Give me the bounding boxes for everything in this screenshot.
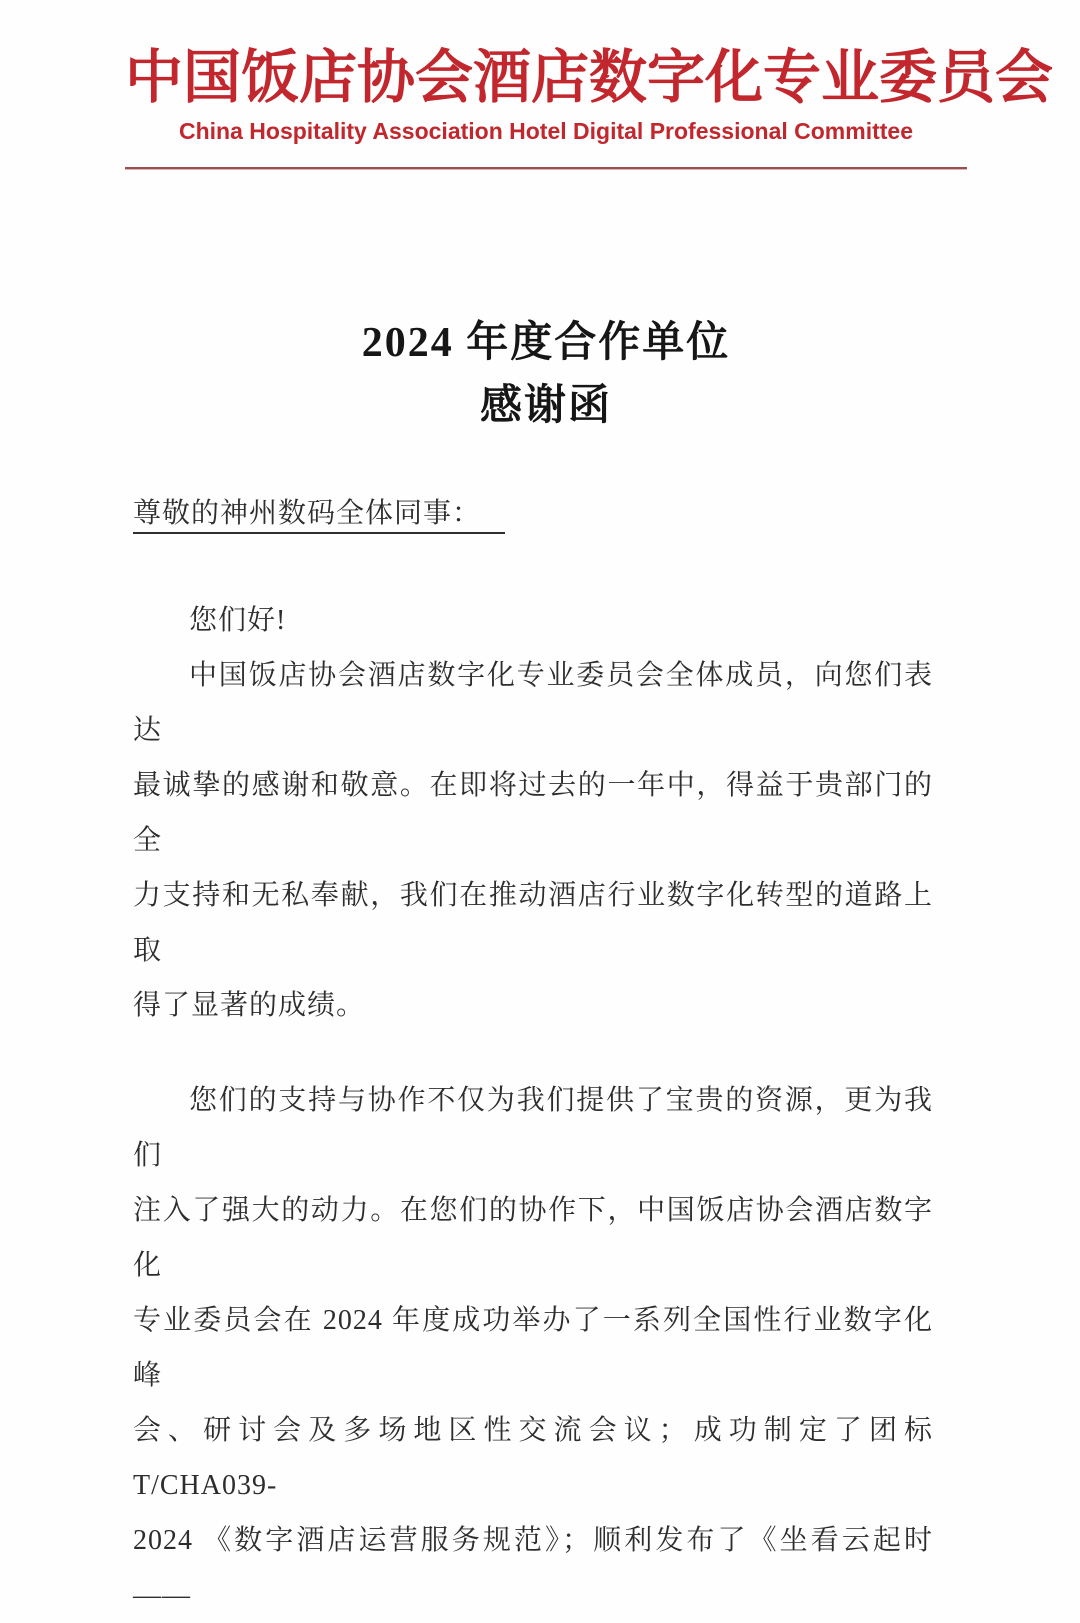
text-line: 力支持和无私奉献，我们在推动酒店行业数字化转型的道路上取 <box>133 880 933 966</box>
text-line: 中国饭店协会酒店数字化专业委员会全体成员，向您们表达 <box>133 660 933 746</box>
text-line: 注入了强大的动力。在您们的协作下，中国饭店协会酒店数字化 <box>133 1195 933 1281</box>
paragraph <box>133 593 933 648</box>
letter-title-line1: 2024 年度合作单位 <box>361 320 731 366</box>
letterhead <box>125 45 1054 170</box>
org-name-chinese: 中国饭店协会酒店数字化专业委员会 <box>125 45 1054 110</box>
salutation <box>133 486 933 541</box>
letter-body <box>133 486 933 1623</box>
letter-title <box>125 312 967 438</box>
letter-content <box>125 45 1054 1623</box>
salutation-text: 尊敬的神州数码全体同事： <box>133 498 505 534</box>
text-line: 您们好! <box>189 605 287 636</box>
text-line: 您们的支持与协作不仅为我们提供了宝贵的资源，更为我们 <box>133 1085 933 1171</box>
paragraph <box>133 1073 933 1623</box>
letter-title-line2: 感谢函 <box>479 383 612 429</box>
text-line: 2024 《数字酒店运营服务规范》；顺利发布了《坐看云起时—— <box>133 1525 933 1611</box>
text-line: 最诚挚的感谢和敬意。在即将过去的一年中，得益于贵部门的全 <box>133 770 933 856</box>
paragraph <box>133 648 933 1033</box>
letter-paragraphs <box>133 593 933 1623</box>
text-line: 会、研讨会及多场地区性交流会议；成功制定了团标 T/CHA039- <box>133 1415 933 1501</box>
org-name-english: China Hospitality Association Hotel Digital Professional Committee <box>179 118 913 144</box>
text-line: 专业委员会在 2024 年度成功举办了一系列全国性行业数字化峰 <box>133 1305 933 1391</box>
text-line: 得了显著的成绩。 <box>133 990 366 1021</box>
letterhead-divider <box>125 167 967 170</box>
